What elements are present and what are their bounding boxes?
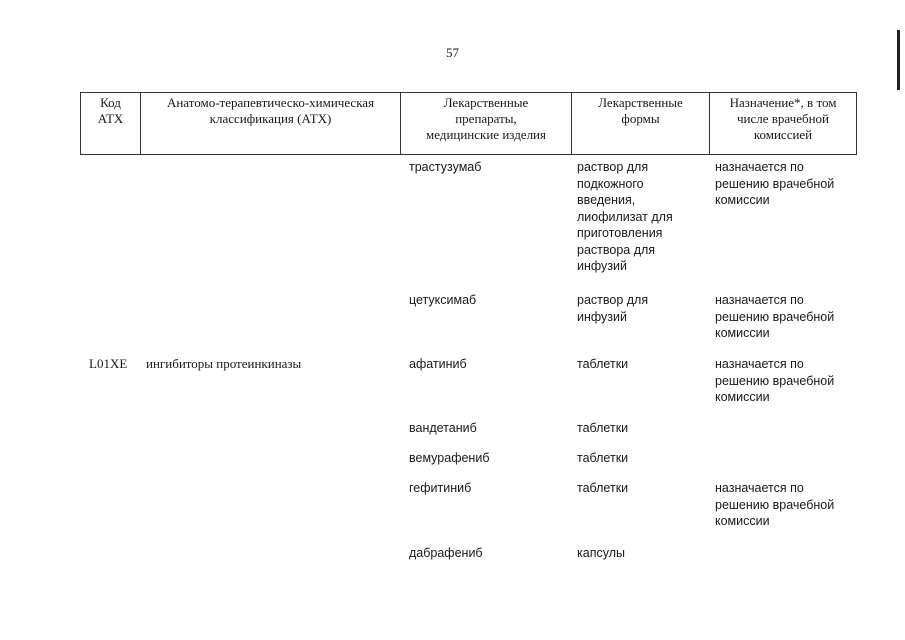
- header-purpose: Назначение*, в том числе врачебной комиссией: [729, 95, 837, 142]
- header-drugs: Лекарственные препараты, медицинские изделия: [401, 93, 572, 154]
- row-purpose: назначается по решению врачебной комиссии: [715, 481, 835, 528]
- row-drug: афатиниб: [409, 357, 467, 371]
- row-purpose: назначается по решению врачебной комиссии: [715, 160, 835, 207]
- row-purpose: назначается по решению врачебной комиссии: [715, 357, 835, 404]
- row-form: таблетки: [577, 481, 629, 495]
- header-forms: Лекарственные формы: [572, 93, 710, 154]
- row-form: таблетки: [577, 451, 629, 465]
- header-classification: Анатомо-терапевтическо-химическая классификация (АТХ): [141, 93, 401, 154]
- row-drug: трастузумаб: [409, 160, 482, 174]
- row-code: L01XE: [89, 356, 128, 371]
- row-form: раствор для подкожного введения, лиофилизат для приготовления раствора для инфузий: [577, 160, 673, 273]
- row-drug: гефитиниб: [409, 481, 472, 495]
- row-drug: вемурафениб: [409, 451, 490, 465]
- row-form: капсулы: [577, 546, 625, 560]
- row-drug: вандетаниб: [409, 421, 477, 435]
- row-form: раствор для инфузий: [577, 293, 649, 324]
- row-purpose: назначается по решению врачебной комиссии: [715, 293, 835, 340]
- row-drug: дабрафениб: [409, 546, 483, 560]
- scan-edge-mark: [897, 30, 900, 90]
- page-number: 57: [446, 45, 459, 60]
- row-form: таблетки: [577, 421, 629, 435]
- row-form: таблетки: [577, 357, 629, 371]
- table-header: [80, 92, 857, 155]
- row-drug: цетуксимаб: [409, 293, 477, 307]
- header-code: Код АТХ: [81, 93, 141, 154]
- row-classification: ингибиторы протеинкиназы: [146, 356, 302, 371]
